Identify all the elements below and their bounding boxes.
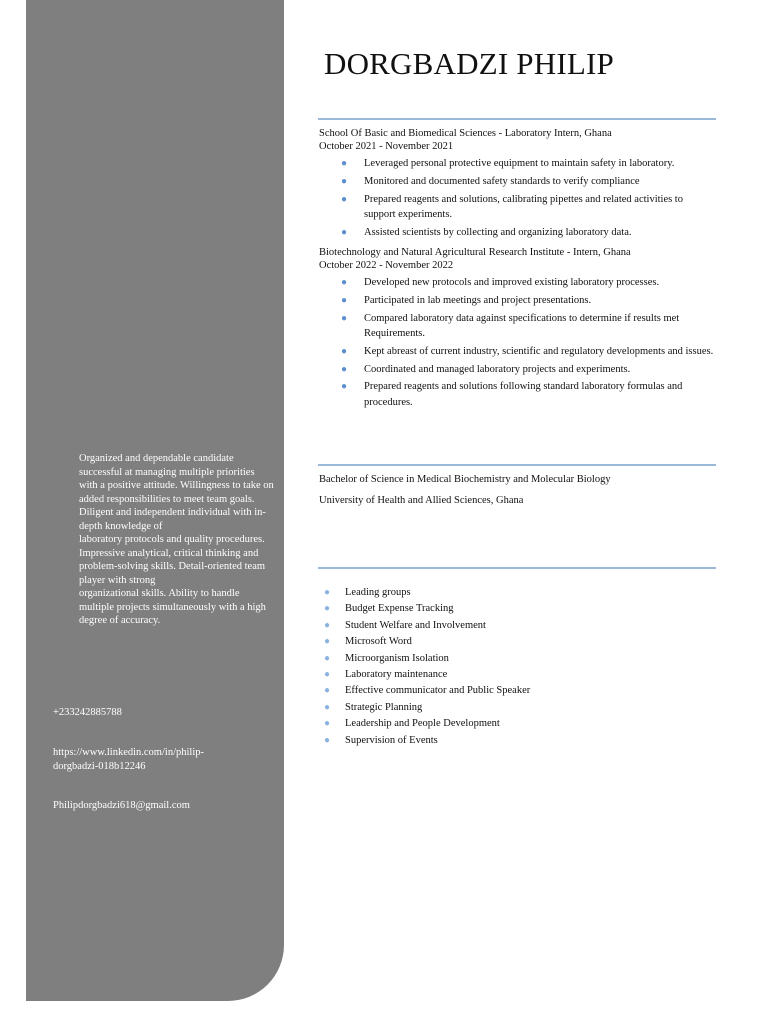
bullet-icon: ●: [341, 193, 348, 205]
education-degree: Bachelor of Science in Medical Biochemistry and Molecular Biology: [319, 474, 611, 485]
professional-summary: [79, 452, 293, 628]
bullet-icon: ●: [324, 619, 331, 631]
summary-line: player with strong: [79, 574, 156, 586]
bullet-icon: ●: [341, 363, 348, 375]
bullet-icon: ●: [341, 381, 348, 393]
skill-item: [319, 734, 530, 750]
duty-text: Coordinated and managed laboratory projects and experiments.: [364, 363, 631, 375]
summary-line: Organized and dependable candidate: [79, 453, 234, 464]
summary-line: successful at managing multiple priorities: [79, 466, 255, 478]
job-title: School Of Basic and Biomedical Sciences - Laboratory Intern, Ghana: [319, 128, 612, 139]
list-item: [319, 192, 715, 223]
summary-line: multiple projects simultaneously with a high: [79, 601, 266, 613]
duty-text: Leveraged personal protective equipment to maintain safety in laboratory.: [364, 158, 675, 169]
skills-list: [319, 586, 530, 750]
summary-line: problem-solving skills. Detail-oriented team: [79, 561, 266, 572]
summary-line: laboratory protocols and quality procedures.: [79, 534, 265, 545]
bullet-icon: ●: [324, 701, 331, 713]
skill-text: Leadership and People Development: [345, 718, 500, 730]
email-link[interactable]: Philipdorgbadzi618@gmail.com: [53, 800, 190, 811]
duty-text: Compared laboratory data against specifications to determine if results met Requirements.: [364, 312, 680, 339]
list-item: [319, 156, 715, 171]
bullet-icon: ●: [324, 668, 331, 680]
skill-item: [319, 668, 530, 684]
skill-text: Supervision of Events: [345, 734, 438, 746]
job-dates: October 2022 - November 2022: [319, 260, 454, 271]
skill-text: Student Welfare and Involvement: [345, 619, 486, 631]
bullet-icon: ●: [324, 636, 331, 648]
duty-text: Prepared reagents and solutions following standard laboratory formulas and procedures.: [364, 381, 683, 408]
skill-item: [319, 619, 530, 635]
duty-text: Monitored and documented safety standards to verify compliance: [364, 175, 640, 187]
bullet-icon: ●: [324, 587, 331, 598]
skill-text: Microsoft Word: [345, 636, 412, 648]
list-item: [319, 174, 715, 189]
skill-text: Leading groups: [345, 587, 411, 598]
education-school: University of Health and Allied Sciences, Ghana: [319, 495, 524, 506]
duty-text: Developed new protocols and improved existing laboratory processes.: [364, 277, 660, 288]
linkedin-line[interactable]: https://www.linkedin.com/in/philip-: [53, 747, 204, 758]
bullet-icon: ●: [324, 734, 331, 746]
summary-line: degree of accuracy.: [79, 615, 161, 626]
bullet-icon: ●: [341, 158, 348, 169]
linkedin-link[interactable]: [53, 746, 253, 773]
skill-item: [319, 701, 530, 717]
skill-text: Laboratory maintenance: [345, 668, 448, 680]
candidate-name: DORGBADZI PHILIP: [324, 46, 614, 81]
list-item: [319, 225, 715, 240]
bullet-icon: ●: [324, 603, 331, 615]
sidebar: [26, 0, 284, 1001]
list-item: [319, 362, 715, 377]
linkedin-line[interactable]: dorgbadzi-018b12246: [53, 760, 146, 772]
job-duties-list: [319, 275, 715, 410]
bullet-icon: ●: [341, 345, 348, 357]
list-item: [319, 275, 715, 290]
skill-item: [319, 717, 530, 733]
summary-line: depth knowledge of: [79, 520, 163, 532]
job-dates: October 2021 - November 2021: [319, 141, 454, 152]
bullet-icon: ●: [341, 294, 348, 306]
bullet-icon: ●: [341, 312, 348, 324]
experience-entry: [319, 127, 715, 243]
summary-line: added responsibilities to meet team goals.: [79, 493, 255, 505]
summary-line: organizational skills. Ability to handle: [79, 588, 240, 599]
job-duties-list: [319, 156, 715, 240]
duty-text: Kept abreast of current industry, scientific and regulatory developments and issues.: [364, 345, 714, 357]
job-title: Biotechnology and Natural Agricultural Research Institute - Intern, Ghana: [319, 247, 631, 258]
bullet-icon: ●: [324, 685, 331, 697]
bullet-icon: ●: [324, 718, 331, 730]
duty-text: Assisted scientists by collecting and organizing laboratory data.: [364, 226, 632, 238]
section-divider: [318, 118, 716, 120]
bullet-icon: ●: [341, 277, 348, 288]
skill-text: Budget Expense Tracking: [345, 603, 454, 615]
experience-entry: [319, 246, 715, 413]
bullet-icon: ●: [324, 652, 331, 664]
list-item: [319, 344, 715, 359]
bullet-icon: ●: [341, 175, 348, 187]
skill-item: [319, 635, 530, 651]
summary-line: Impressive analytical, critical thinking and: [79, 547, 259, 559]
list-item: [319, 379, 715, 410]
skill-item: [319, 602, 530, 618]
section-divider: [318, 567, 716, 569]
skill-item: [319, 586, 530, 602]
summary-line: Diligent and independent individual with in-: [79, 507, 266, 518]
skill-text: Microorganism Isolation: [345, 652, 449, 664]
skill-item: [319, 652, 530, 668]
skill-text: Strategic Planning: [345, 701, 423, 713]
skill-item: [319, 684, 530, 700]
list-item: [319, 293, 715, 308]
summary-line: with a positive attitude. Willingness to take on: [79, 480, 274, 491]
skill-text: Effective communicator and Public Speaker: [345, 685, 531, 697]
bullet-icon: ●: [341, 226, 348, 238]
phone-number: +233242885788: [53, 707, 122, 718]
duty-text: Prepared reagents and solutions, calibrating pipettes and related activities to support experiments.: [364, 193, 683, 220]
list-item: [319, 311, 715, 342]
duty-text: Participated in lab meetings and project presentations.: [364, 294, 592, 306]
section-divider: [318, 464, 716, 466]
